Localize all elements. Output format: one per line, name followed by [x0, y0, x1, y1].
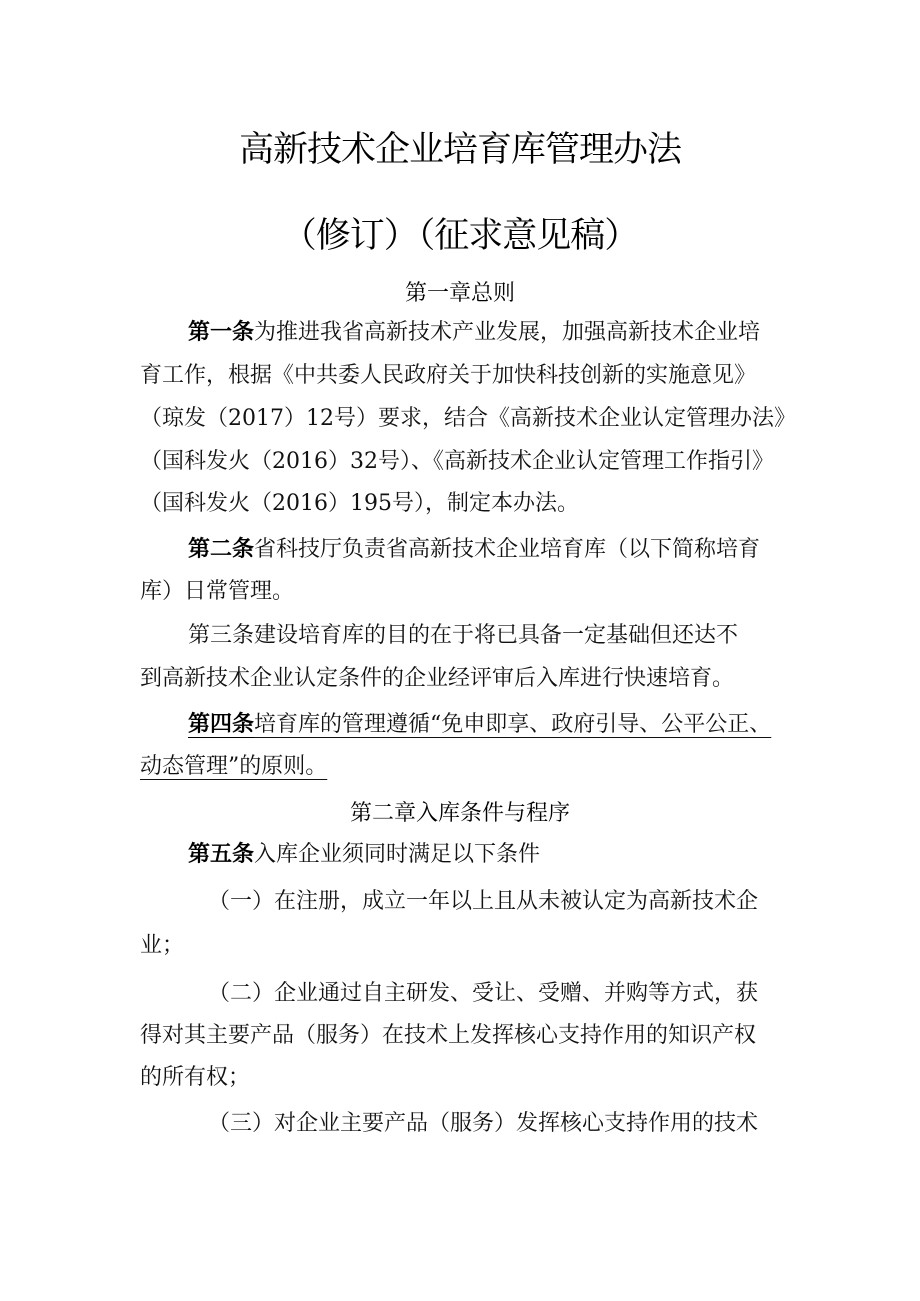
condition-2-line-3: 的所有权；: [140, 1065, 251, 1090]
article-1-line-5: （国科发火（2016）195号），制定本办法。: [140, 491, 579, 516]
article-5-line-1: 第五条入库企业须同时满足以下条件: [188, 841, 541, 867]
chapter-2-heading: 第二章入库条件与程序: [349, 801, 570, 826]
article-4-line-2: 动态管理”的原则。: [140, 754, 328, 779]
article-3-line-1: 第三条建设培育库的目的在于将已具备一定基础但还达不: [188, 623, 739, 648]
condition-1-line-2: 业；: [140, 933, 185, 958]
article-2-line-2: 库）日常管理。: [140, 579, 295, 604]
article-4-label: 第四条: [188, 711, 255, 737]
article-2-label: 第二条: [188, 536, 255, 562]
condition-2-line-2: 得对其主要产品（服务）在技术上发挥核心支持作用的知识产权: [140, 1023, 757, 1048]
article-1-line-3: （琼发（2017）12号）要求，结合《高新技术企业认定管理办法》: [140, 406, 796, 431]
article-1-line-1: 第一条为推进我省高新技术产业发展，加强高新技术企业培: [188, 319, 761, 345]
condition-3-line-1: （三）对企业主要产品（服务）发挥核心支持作用的技术: [208, 1111, 759, 1136]
document-subtitle: （修订）（征求意见稿）: [281, 216, 639, 256]
article-1-line-4: （国科发火（2016）32号）、《高新技术企业认定管理工作指引》: [140, 449, 774, 474]
article-1-label: 第一条: [188, 319, 255, 345]
article-4-line-1: 第四条培育库的管理遵循“免申即享、政府引导、公平公正、: [188, 711, 772, 737]
condition-2-line-1: （二）企业通过自主研发、受让、受赠、并购等方式，获: [208, 981, 759, 1006]
article-2-line-1: 第二条省科技厅负责省高新技术企业培育库（以下简称培育: [188, 536, 761, 562]
chapter-1-heading: 第一章总则: [404, 281, 515, 306]
article-1-line-2: 育工作，根据《中共委人民政府关于加快科技创新的实施意见》: [140, 363, 757, 388]
document-title: 高新技术企业培育库管理办法: [238, 130, 681, 170]
article-3-line-2: 到高新技术企业认定条件的企业经评审后入库进行快速培育。: [140, 666, 735, 691]
condition-1-line-1: （一）在注册，成立一年以上且从未被认定为高新技术企: [208, 889, 759, 914]
article-5-label: 第五条: [188, 841, 255, 867]
